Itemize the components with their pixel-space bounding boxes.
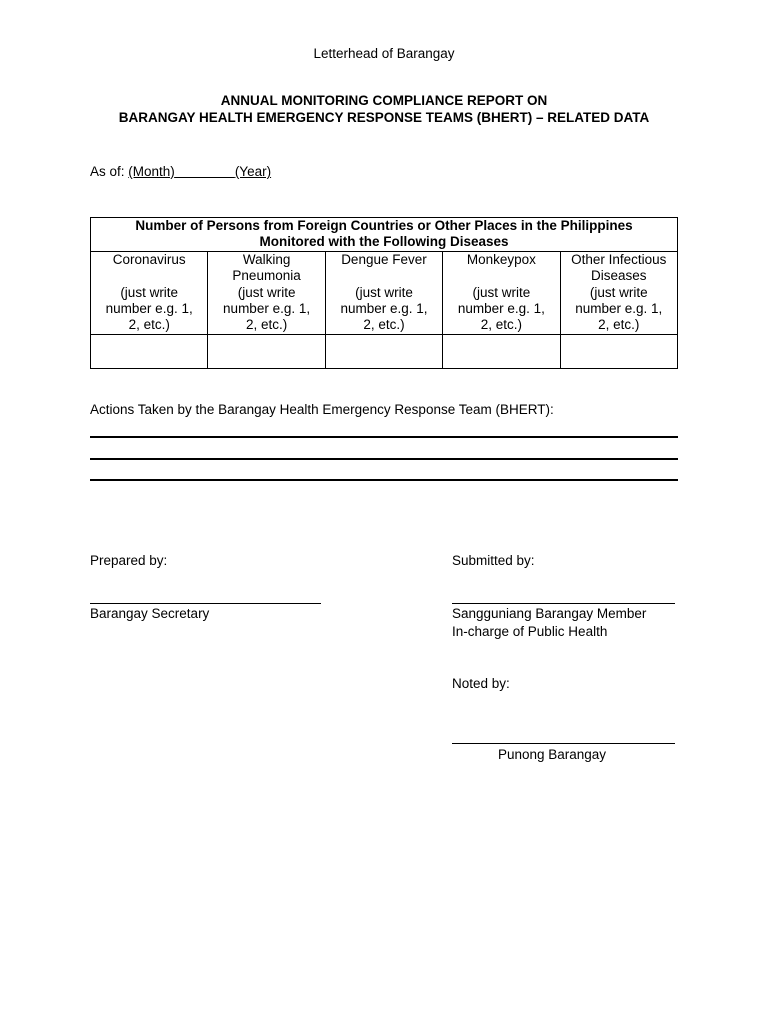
actions-taken-label: Actions Taken by the Barangay Health Emergency Response Team (BHERT):	[90, 402, 554, 417]
prepared-by-label: Prepared by:	[90, 553, 168, 568]
monitoring-table	[90, 217, 678, 369]
column-note: number e.g. 1,	[105, 301, 193, 317]
table-header	[91, 218, 678, 252]
column-name-cont: Diseases	[591, 268, 647, 284]
column-note: number e.g. 1,	[575, 301, 663, 317]
column-note: (just write	[472, 284, 531, 300]
column-note: 2, etc.)	[245, 317, 288, 333]
column-note: 2, etc.)	[480, 317, 522, 333]
column-header-dengue-fever	[325, 251, 442, 334]
column-note: (just write	[120, 284, 179, 300]
column-note: 2, etc.)	[363, 317, 405, 333]
column-name-cont	[93, 268, 205, 284]
column-note: (just write	[237, 284, 296, 300]
column-note: (just write	[589, 284, 648, 300]
column-note: number e.g. 1,	[457, 301, 545, 317]
as-of-line	[90, 164, 271, 179]
as-of-month: (Month)	[128, 164, 175, 179]
column-name-cont: Pneumonia	[232, 268, 301, 284]
table-header-line2: Monitored with the Following Diseases	[259, 234, 509, 250]
prepared-by-role: Barangay Secretary	[90, 606, 210, 621]
column-note: 2, etc.)	[598, 317, 640, 333]
entry-cell-dengue-fever[interactable]	[325, 334, 442, 368]
submitted-by-label: Submitted by:	[452, 553, 535, 568]
entry-cell-coronavirus[interactable]	[91, 334, 208, 368]
column-name: Monkeypox	[466, 251, 536, 267]
noted-by-signature-line[interactable]	[452, 743, 675, 744]
column-header-monkeypox	[443, 251, 560, 334]
letterhead: Letterhead of Barangay	[313, 46, 455, 61]
column-header-other-infectious-diseases	[560, 251, 677, 334]
actions-answer-line[interactable]	[90, 436, 678, 438]
column-note: (just write	[355, 284, 413, 300]
column-name: Dengue Fever	[341, 251, 427, 267]
report-title-line1: ANNUAL MONITORING COMPLIANCE REPORT ON	[220, 93, 548, 108]
noted-by-role: Punong Barangay	[497, 747, 607, 762]
column-name: Coronavirus	[112, 251, 186, 267]
entry-cell-other-infectious-diseases[interactable]	[560, 334, 677, 368]
column-name-cont	[445, 268, 557, 284]
column-note: 2, etc.)	[128, 317, 170, 333]
column-name: Other Infectious	[571, 251, 667, 267]
table-header-line1: Number of Persons from Foreign Countries or Other Places in the Philippines	[135, 218, 633, 233]
column-header-coronavirus	[91, 251, 208, 334]
submitted-by-role-line1: Sangguniang Barangay Member	[452, 606, 647, 621]
entry-cell-monkeypox[interactable]	[443, 334, 560, 368]
prepared-by-signature-line[interactable]	[90, 603, 321, 604]
as-of-label: As of:	[90, 164, 125, 179]
actions-answer-line[interactable]	[90, 479, 678, 481]
submitted-by-signature-line[interactable]	[452, 603, 675, 604]
column-header-walking-pneumonia	[208, 251, 325, 334]
noted-by-label: Noted by:	[452, 676, 510, 691]
column-name: Walking	[242, 251, 291, 267]
column-name-cont	[328, 268, 440, 284]
actions-answer-line[interactable]	[90, 458, 678, 460]
report-title-line2: BARANGAY HEALTH EMERGENCY RESPONSE TEAMS (BHERT) – RELATED DATA	[118, 110, 650, 125]
entry-cell-walking-pneumonia[interactable]	[208, 334, 325, 368]
as-of-year: (Year)	[234, 164, 272, 179]
column-note: number e.g. 1,	[340, 301, 428, 317]
submitted-by-role-line2: In-charge of Public Health	[452, 624, 608, 639]
column-note: number e.g. 1,	[223, 301, 311, 317]
